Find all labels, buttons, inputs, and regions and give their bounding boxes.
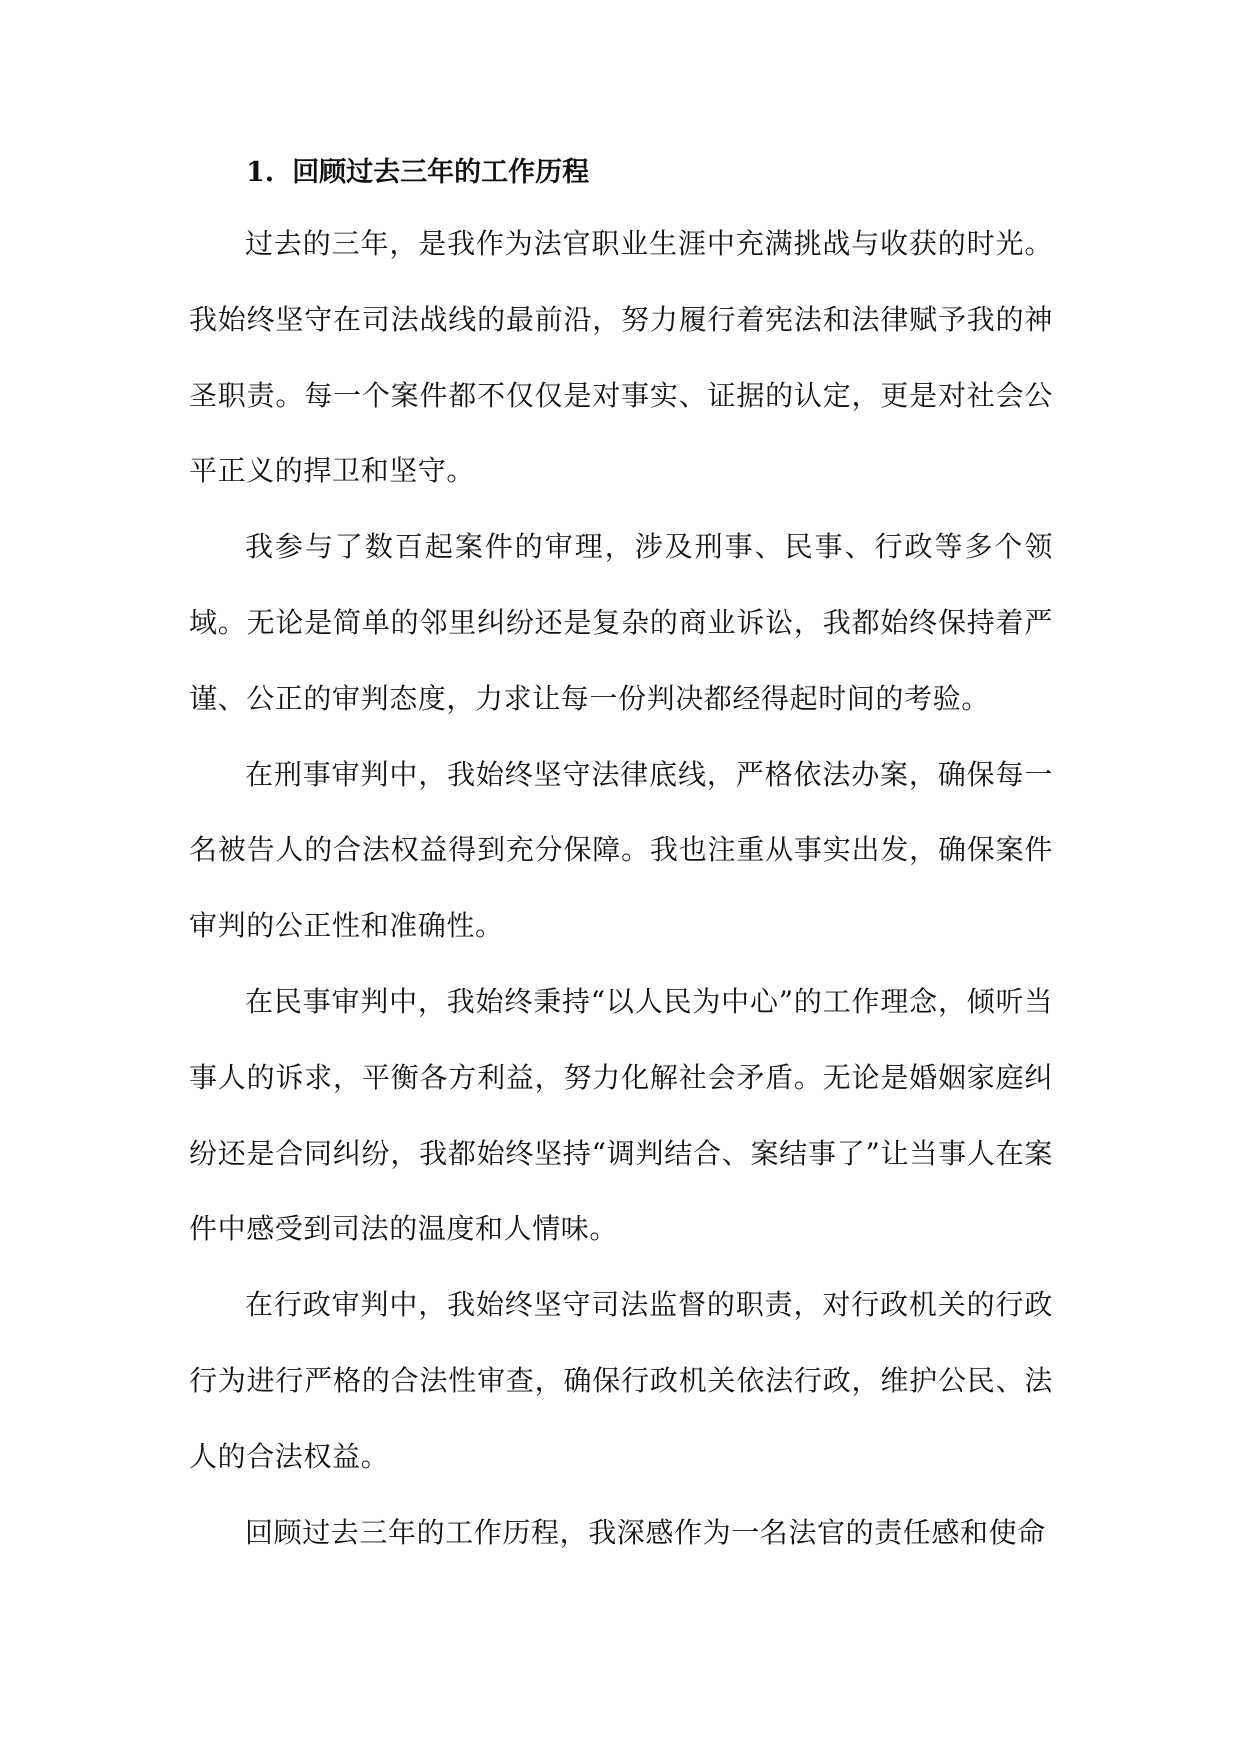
paragraph: 我参与了数百起案件的审理，涉及刑事、民事、行政等多个领域。无论是简单的邻里纠纷还是复杂的商业诉讼，我都始终保持着严谨、公正的审判态度，力求让每一份判决都经得起时间的考验。 <box>189 530 1053 715</box>
paragraph: 在刑事审判中，我始终坚守法律底线，严格依法办案，确保每一名被告人的合法权益得到充分保障。我也注重从事实出发，确保案件审判的公正性和准确性。 <box>189 757 1053 943</box>
section-number: 1. <box>246 157 275 188</box>
paragraph: 在民事审判中，我始终秉持“以人民为中心”的工作理念，倾听当事人的诉求，平衡各方利益，努力化解社会矛盾。无论是婚姻家庭纠纷还是合同纠纷，我都始终坚持“调判结合、案结事了”让当事人在案件中感受到司法的温度和人情味。 <box>189 984 1053 1246</box>
document-body <box>189 140 1053 1570</box>
section-heading <box>246 140 1053 206</box>
paragraph: 回顾过去三年的工作历程，我深感作为一名法官的责任感和使命 <box>245 1515 1046 1549</box>
paragraph: 过去的三年，是我作为法官职业生涯中充满挑战与收获的时光。我始终坚守在司法战线的最前沿，努力履行着宪法和法律赋予我的神圣职责。每一个案件都不仅仅是对事实、证据的认定，更是对社会公平正义的捍卫和坚守。 <box>189 227 1053 488</box>
section-title: 回顾过去三年的工作历程 <box>292 157 590 188</box>
paragraph: 在行政审判中，我始终坚守司法监督的职责，对行政机关的行政行为进行严格的合法性审查，确保行政机关依法行政，维护公民、法人的合法权益。 <box>189 1288 1053 1473</box>
